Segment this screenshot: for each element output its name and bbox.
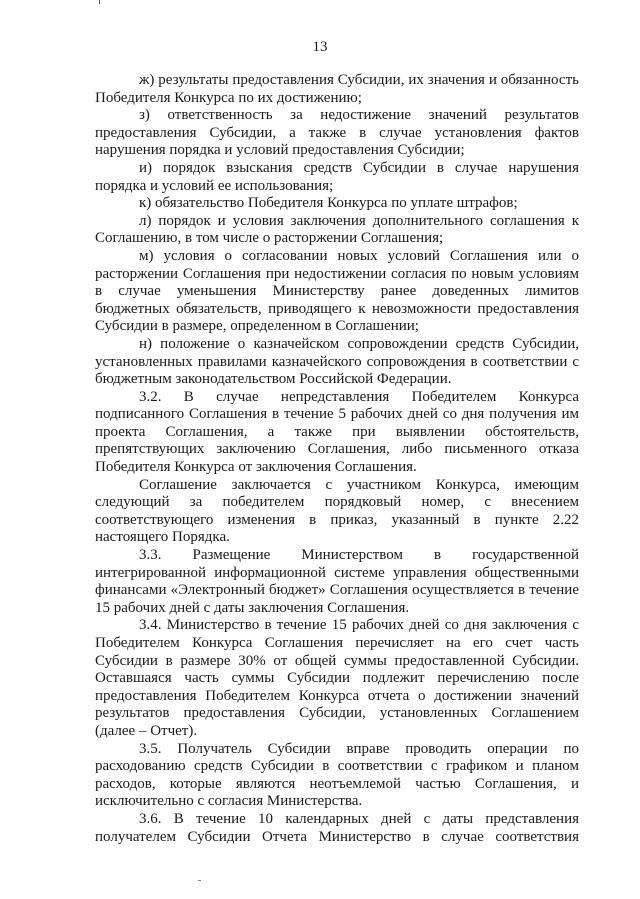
paragraph-3-4: 3.4. Министерство в течение 15 рабочих дней со дня заключения с Победителем Конкурса Соглашения перечисляет на его счет часть Субсидии в размере 30% от общей суммы предоставленной Субсидии. Оставшаяся часть суммы Субсидии подлежит перечислению после предоставления Победителем Конкурса отчета о достижении значений результатов предоставления Субсидии, установленных Соглашением (далее – Отчет). <box>95 617 579 739</box>
page-number: 13 <box>312 39 328 55</box>
paragraph-3-6: 3.6. В течение 10 календарных дней с даты представления получателем Субсидии Отчета Министерство в случае соответствия <box>95 810 579 845</box>
paragraph-m: м) условия о согласовании новых условий Соглашения или о расторжении Соглашения при недостижении согласия по новым условиям в случае уменьшения Министерству ранее доведенных лимитов бюджетных обязательств, приводящего к невозможности предоставления Субсидии в размере, определенном в Соглашении; <box>95 247 579 335</box>
scan-edge-mark <box>99 0 100 4</box>
document-body <box>95 72 579 846</box>
paragraph-3-2: 3.2. В случае непредставления Победителем Конкурса подписанного Соглашения в течение 5 рабочих дней со дня получения им проекта Соглашения, а также при выявлении обстоятельств, препятствующих заключению Соглашения, либо письменного отказа Победителя Конкурса от заключения Соглашения. <box>95 388 579 476</box>
paragraph-zh: ж) результаты предоставления Субсидии, их значения и обязанность Победителя Конкурса по их достижению; <box>95 72 579 106</box>
scan-artifact <box>198 880 201 881</box>
paragraph-n: н) положение о казначейском сопровождении средств Субсидии, установленных правилами казначейского сопровождения в соответствии с бюджетным законодательством Российской Федерации. <box>95 335 579 388</box>
paragraph-l: л) порядок и условия заключения дополнительного соглашения к Соглашению, в том числе о расторжении Соглашения; <box>95 212 579 247</box>
paragraph-agreement-next-participant: Соглашение заключается с участником Конкурса, имеющим следующий за победителем порядковый номер, с внесением соответствующего изменения в приказ, указанный в пункте 2.22 настоящего Порядка. <box>95 476 579 546</box>
paragraph-3-5: 3.5. Получатель Субсидии вправе проводить операции по расходованию средств Субсидии в соответствии с графиком и планом расходов, которые являются неотъемлемой частью Соглашения, и исключительно с согласия Министерства. <box>95 740 579 810</box>
paragraph-z: з) ответственность за недостижение значений результатов предоставления Субсидии, а также в случае установления фактов нарушения порядка и условий предоставления Субсидии; <box>95 107 579 159</box>
paragraph-3-3: 3.3. Размещение Министерством в государственной интегрированной информационной системе управления общественными финансами «Электронный бюджет» Соглашения осуществляется в течение 15 рабочих дней с даты заключения Соглашения. <box>95 547 579 616</box>
paragraph-k: к) обязательство Победителя Конкурса по уплате штрафов; <box>139 195 518 212</box>
paragraph-i: и) порядок взыскания средств Субсидии в случае нарушения порядка и условий ее использования; <box>95 159 579 194</box>
